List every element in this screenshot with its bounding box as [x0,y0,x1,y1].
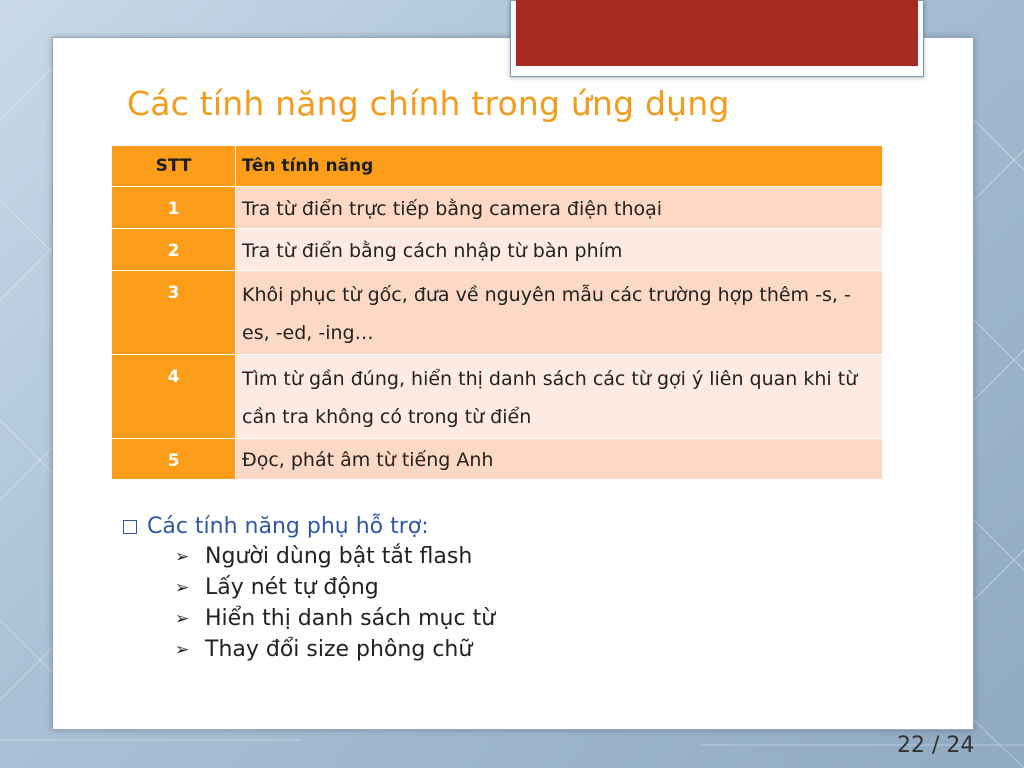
table-row [112,229,883,271]
row-feature: Tra từ điển bằng cách nhập từ bàn phím [236,229,883,271]
table-header-row [112,146,883,187]
row-number: 2 [112,229,236,271]
table-row [112,355,883,439]
checkbox-bullet-icon [123,520,137,534]
row-feature: Tìm từ gần đúng, hiển thị danh sách các từ gợi ý liên quan khi từ cần tra không có trong từ điển [236,355,883,439]
table-row [112,439,883,480]
list-item [175,572,495,603]
list-item [175,634,495,665]
list-item [175,603,495,634]
list-item-text: Người dùng bật tắt flash [205,544,473,569]
row-feature: Khôi phục từ gốc, đưa về nguyên mẫu các trường hợp thêm -s, -es, -ed, -ing… [236,271,883,355]
slide-title: Các tính năng chính trong ứng dụng [127,84,730,123]
list-item [175,541,495,572]
header-stt: STT [112,146,236,187]
table-row [112,271,883,355]
row-number: 5 [112,439,236,480]
arrow-bullet-icon: ➢ [175,546,190,567]
list-item-text: Lấy nét tự động [205,575,379,600]
arrow-bullet-icon: ➢ [175,608,190,629]
list-item-text: Thay đổi size phông chữ [205,637,473,662]
row-number: 3 [112,271,236,355]
features-table [111,145,883,480]
header-feature-name: Tên tính năng [236,146,883,187]
decorative-red-banner [516,0,918,66]
page-number: 22 / 24 [897,733,975,758]
support-heading [123,511,495,541]
support-features-list [123,511,495,665]
support-items [175,541,495,665]
arrow-bullet-icon: ➢ [175,639,190,660]
arrow-bullet-icon: ➢ [175,577,190,598]
row-number: 4 [112,355,236,439]
row-number: 1 [112,187,236,229]
support-heading-text: Các tính năng phụ hỗ trợ: [147,513,429,539]
list-item-text: Hiển thị danh sách mục từ [205,606,496,631]
table-row [112,187,883,229]
row-feature: Đọc, phát âm từ tiếng Anh [236,439,883,480]
row-feature: Tra từ điển trực tiếp bằng camera điện thoại [236,187,883,229]
